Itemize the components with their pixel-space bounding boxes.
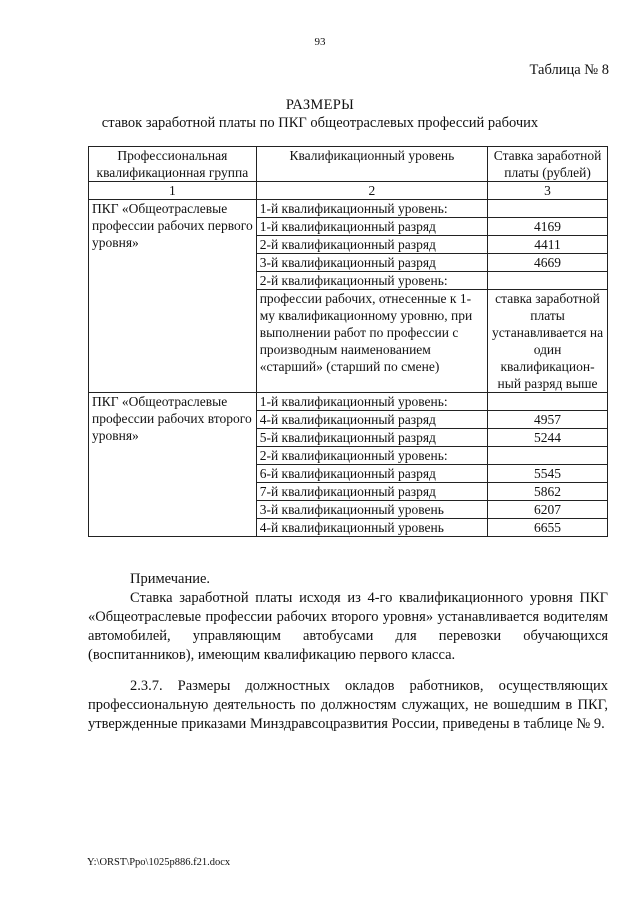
- paragraph-block: [88, 677, 608, 734]
- page-number: 93: [314, 36, 326, 48]
- group-name: ПКГ «Общеотраслевые профессии рабочих первого уровня»: [89, 200, 257, 393]
- group-name: ПКГ «Общеотраслевые профессии рабочих второго уровня»: [89, 393, 257, 537]
- column-number: 1: [89, 182, 257, 200]
- header-level: Квалификационный уровень: [256, 147, 487, 182]
- rate-cell: 5244: [488, 429, 608, 447]
- level-cell: 7-й квалификационный разряд: [256, 483, 487, 501]
- rate-cell: 4669: [488, 254, 608, 272]
- level-cell: 1-й квалификационный уровень:: [256, 200, 487, 218]
- rate-cell: 6655: [488, 519, 608, 537]
- table-row: [89, 393, 608, 411]
- table-number: Таблица № 8: [529, 62, 609, 78]
- header-group: Профессиональная квалификационная группа: [89, 147, 257, 182]
- column-number: 2: [256, 182, 487, 200]
- table-number-row: [89, 182, 608, 200]
- rate-cell: [488, 393, 608, 411]
- level-cell: 4-й квалификационный разряд: [256, 411, 487, 429]
- rate-cell: [488, 447, 608, 465]
- rate-cell: 5545: [488, 465, 608, 483]
- level-cell: 1-й квалификационный разряд: [256, 218, 487, 236]
- rates-table: [88, 146, 608, 537]
- rate-cell: 4169: [488, 218, 608, 236]
- rate-cell: 4411: [488, 236, 608, 254]
- note-block: [88, 570, 608, 665]
- paragraph-2-3-7: 2.3.7. Размеры должностных окладов работников, осуществляющих профессиональную деятельность по должностям служащих, не вошедшим в ПКГ, утвержденные приказами Минздравсоцразвития России, приведены в таблице № 9.: [88, 678, 608, 732]
- level-cell: профессии рабочих, отнесенные к 1-му квалификационному уровню, при выполнении работ по профессии с производным наименованием «старший» (старший по смене): [256, 290, 487, 393]
- level-cell: 1-й квалификационный уровень:: [256, 393, 487, 411]
- level-cell: 3-й квалификационный разряд: [256, 254, 487, 272]
- table-header-row: [89, 147, 608, 182]
- level-cell: 4-й квалификационный уровень: [256, 519, 487, 537]
- rate-cell: [488, 272, 608, 290]
- level-cell: 2-й квалификационный уровень:: [256, 272, 487, 290]
- file-path-footer: Y:\ORST\Ppo\1025p886.f21.docx: [87, 857, 231, 868]
- level-cell: 2-й квалификационный уровень:: [256, 447, 487, 465]
- rate-cell: 4957: [488, 411, 608, 429]
- column-number: 3: [488, 182, 608, 200]
- note-heading: Примечание.: [130, 571, 211, 587]
- document-title: РАЗМЕРЫ: [285, 97, 355, 113]
- table-row: [89, 200, 608, 218]
- level-cell: 6-й квалификационный разряд: [256, 465, 487, 483]
- note-text: Ставка заработной платы исходя из 4-го квалификационного уровня ПКГ «Общеотраслевые профессии рабочих второго уровня» устанавливается водителям автомобилей, управляющим автобусами для перевозки обучающихся (воспитанников), имеющим квалификацию первого класса.: [88, 590, 608, 663]
- rate-cell: 5862: [488, 483, 608, 501]
- rate-cell: [488, 200, 608, 218]
- header-rate: Ставка заработной платы (рублей): [488, 147, 608, 182]
- document-subtitle: ставок заработной платы по ПКГ общеотраслевых профессий рабочих: [101, 115, 539, 131]
- level-cell: 2-й квалификационный разряд: [256, 236, 487, 254]
- rate-cell: ставка заработной платы устанавливается на один квалификацион-ный разряд выше: [488, 290, 608, 393]
- level-cell: 5-й квалификационный разряд: [256, 429, 487, 447]
- level-cell: 3-й квалификационный уровень: [256, 501, 487, 519]
- rate-cell: 6207: [488, 501, 608, 519]
